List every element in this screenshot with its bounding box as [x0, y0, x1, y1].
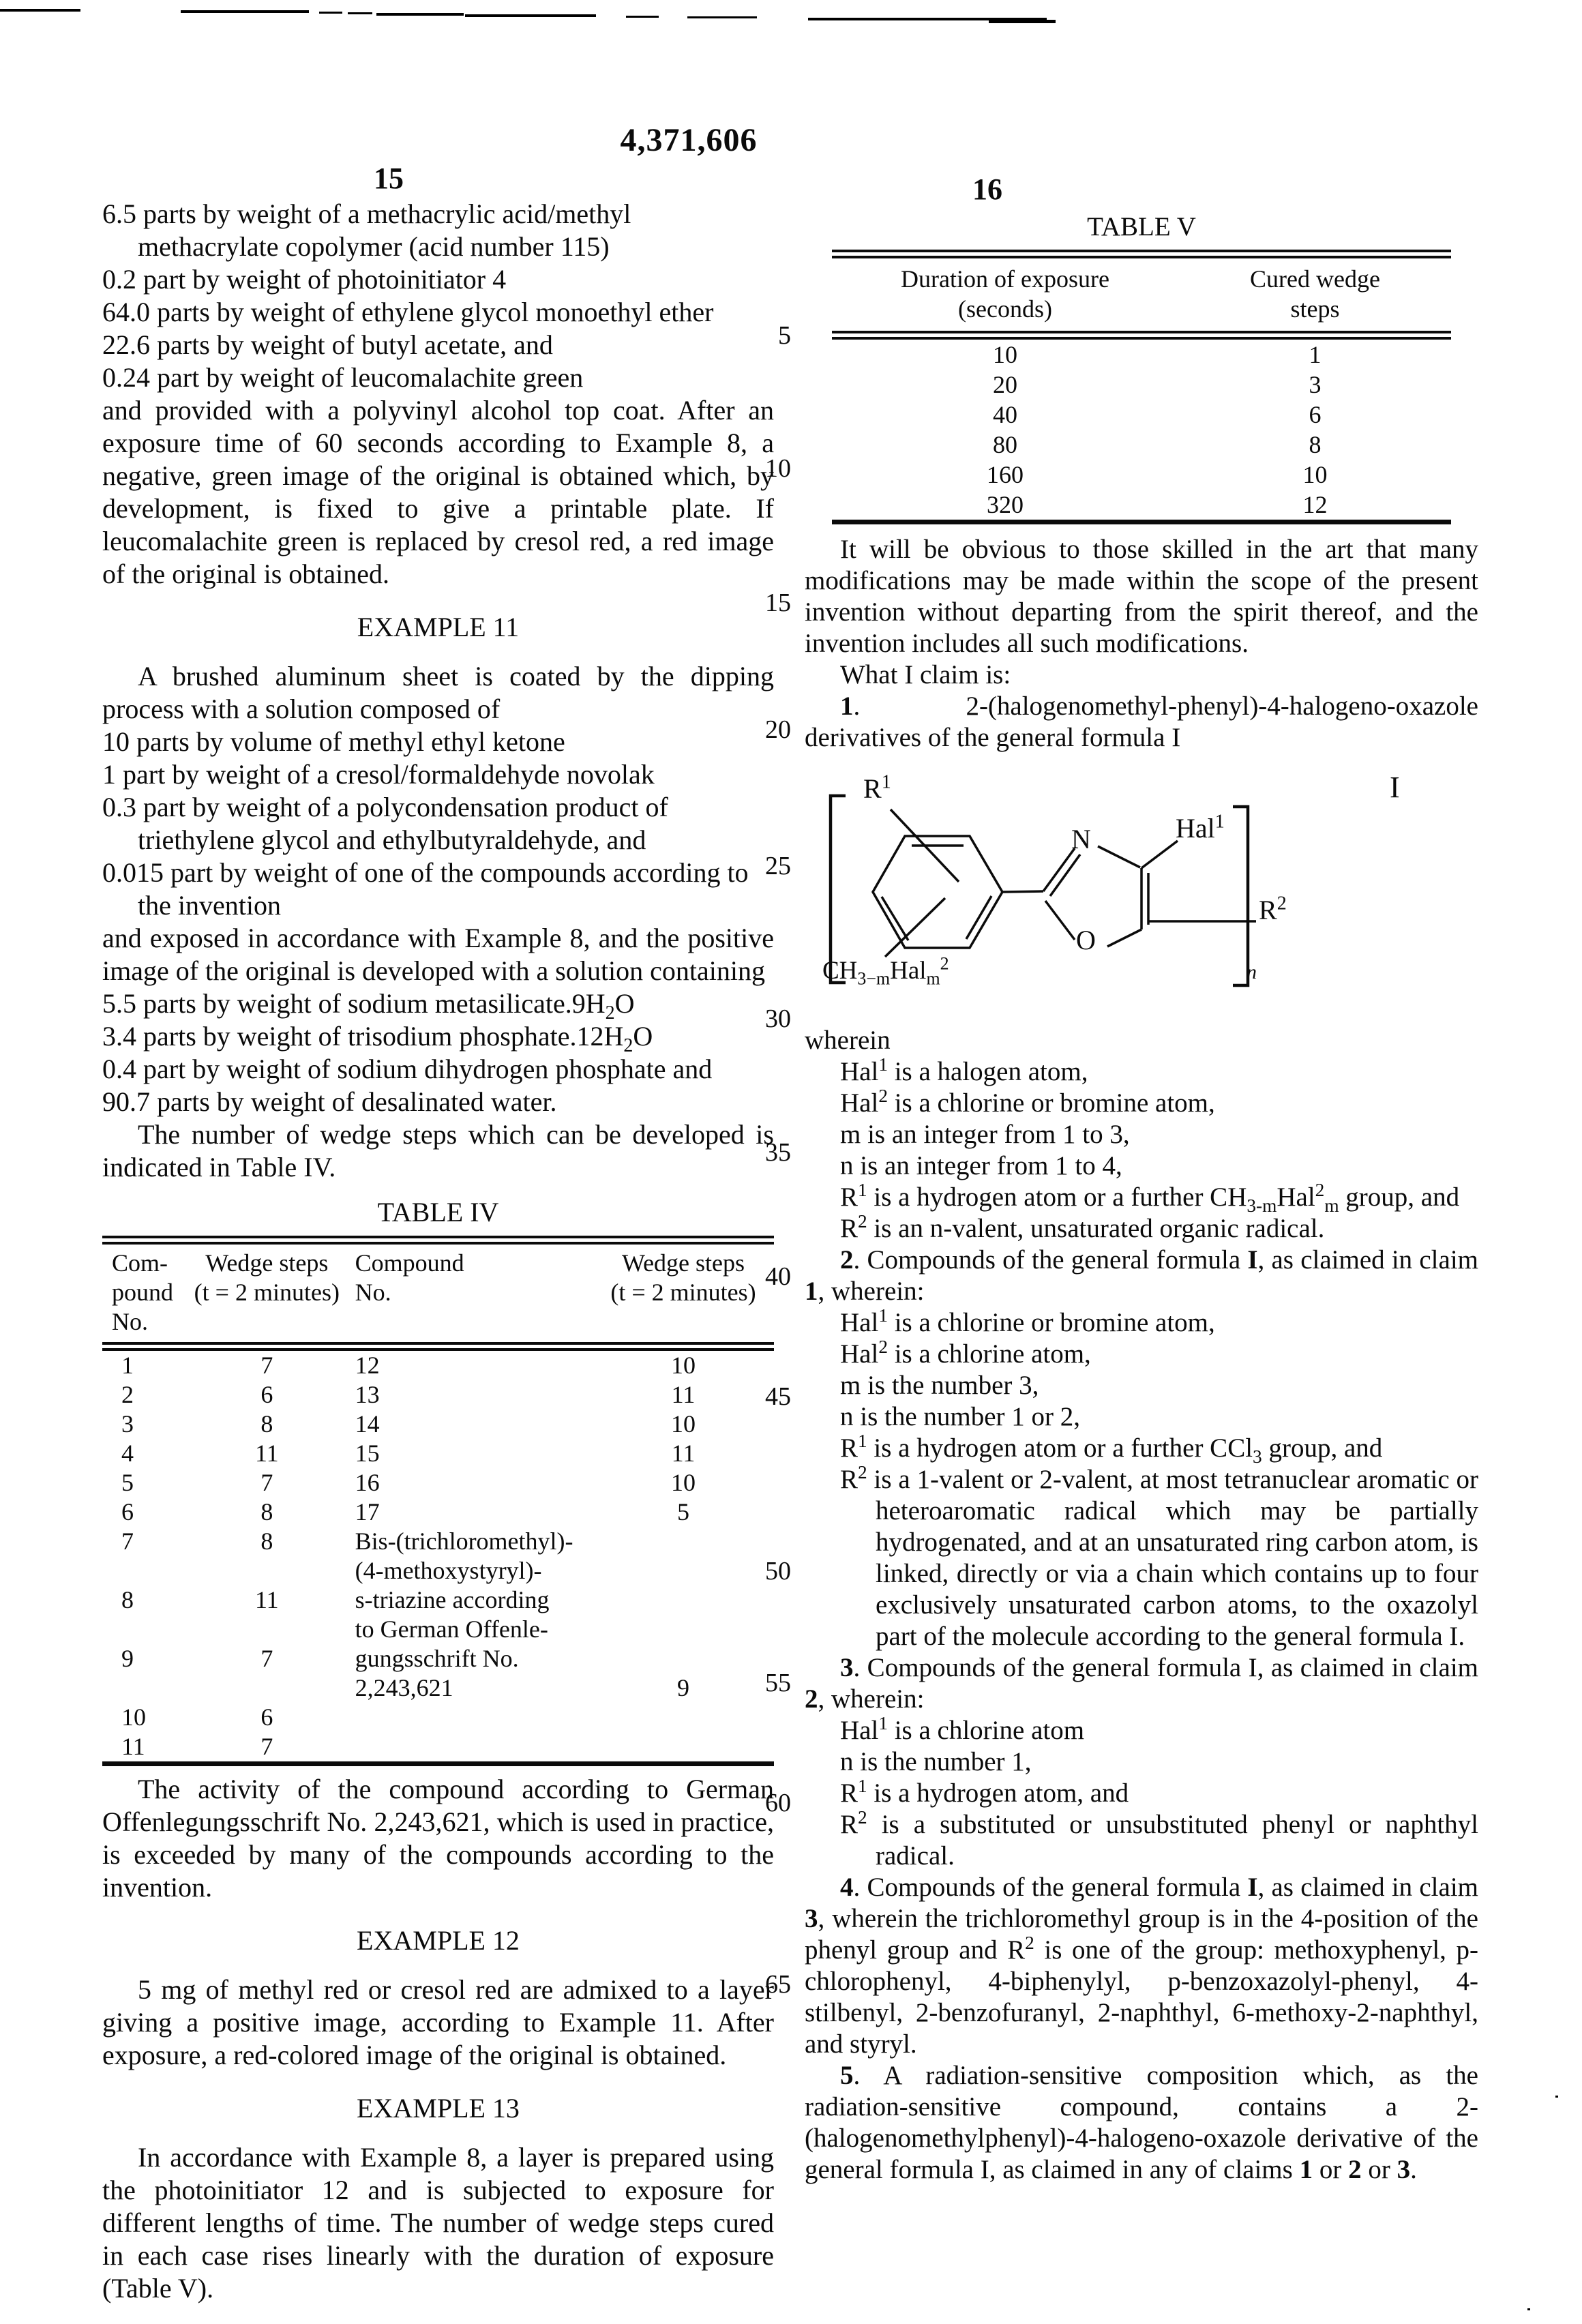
table-4-header-wedge-steps: Wedge steps (t = 2 minutes)	[190, 1240, 344, 1347]
claim-definition: m is the number 3,	[840, 1371, 1039, 1400]
table-row: 7 8 Bis-(trichloromethyl)-	[121, 1528, 573, 1555]
table-row: 1 7 12 10	[121, 1352, 696, 1379]
table-row: 5 7 16 10	[121, 1469, 696, 1496]
claim-definition: $R^1$ is a hydrogen atom, and	[840, 1776, 1129, 1808]
example-12-heading: EXAMPLE 12	[357, 1925, 520, 1956]
scan-artifact	[376, 13, 464, 16]
halogen1-label: Hal$^1$	[1176, 811, 1225, 844]
benzene-ring	[873, 836, 1002, 948]
ingredient-item: 0.3 part by weight of a polycondensation product of triethylene glycol and ethylbutyraldehyde, and	[102, 792, 668, 855]
claim-3: 3. Compounds of the general formula I, as claimed in claim 2, wherein:	[805, 1653, 1478, 1714]
scan-artifact	[1527, 2308, 1530, 2310]
claim-1: 1. 2-(halogenomethyl-phenyl)-4-halogeno-oxazole derivatives of the general formula I	[805, 691, 1478, 752]
body-paragraph: A brushed aluminum sheet is coated by the dipping process with a solution composed of	[102, 661, 774, 724]
table-row: 4 11 15 11	[121, 1440, 696, 1467]
table-row: 6 8 17 5	[121, 1498, 690, 1525]
substituent-r1-label: $R^1$	[863, 771, 891, 804]
scan-artifact	[989, 20, 1056, 23]
table-row: 10 6	[121, 1703, 273, 1731]
scan-artifact	[465, 14, 596, 17]
table-4	[102, 1236, 774, 1766]
claim-definition: n is an integer from 1 to 4,	[840, 1151, 1122, 1180]
claim-2: 2. Compounds of the general formula I, as claimed in claim 1, wherein:	[805, 1245, 1479, 1306]
scan-artifact	[348, 12, 372, 14]
scan-artifact	[0, 9, 80, 12]
line-number: 35	[765, 1138, 791, 1167]
body-paragraph: 5 mg of methyl red or cresol red are admixed to a layer giving a positive image, according to Example 11. After exposure, a red-colored image of the original is obtained.	[102, 1974, 774, 2070]
nitrogen-atom-label: N	[1071, 824, 1091, 854]
table-row: 11 7	[121, 1733, 273, 1760]
table-5	[832, 250, 1452, 524]
claim-definition: $R^2$ is a 1-valent or 2-valent, at most tetranuclear aromatic or heteroaromatic radical which may be partially hydrogenated, and at an unsaturated ring carbon atom, is linked, directly or via a chain which contains up to four exclusively unsaturated carbon atoms, to the oxazolyl part of the molecule according to the general formula I.	[840, 1462, 1478, 1651]
table-4-title: TABLE IV	[377, 1197, 499, 1227]
hal1-bond	[1141, 841, 1178, 868]
table-row: 80 8	[993, 431, 1322, 458]
ingredient-item: 0.2 part by weight of photoinitiator 4	[102, 264, 507, 295]
bracket-right-icon	[1233, 807, 1248, 985]
ingredient-item: 0.24 part by weight of leucomalachite green	[102, 362, 584, 393]
line-number: 5	[778, 321, 791, 350]
claim-definition: Hal$^2$ is a chlorine atom,	[840, 1337, 1091, 1369]
ingredient-item: 1 part by weight of a cresol/formaldehyde novolak	[102, 759, 655, 790]
oxygen-atom-label: O	[1076, 925, 1096, 955]
left-column	[102, 198, 774, 2305]
right-column	[805, 199, 1478, 2186]
scan-artifact	[319, 12, 342, 14]
claim-definition: n is the number 1,	[840, 1747, 1032, 1776]
table-5-header-duration: Duration of exposure (seconds)	[832, 254, 1179, 336]
body-paragraph: and exposed in accordance with Example 8, and the positive image of the original is developed with a solution containing	[102, 923, 774, 986]
claim-intro: What I claim is:	[840, 660, 1011, 689]
line-number: 30	[765, 1004, 791, 1033]
example-13-heading: EXAMPLE 13	[357, 2093, 520, 2124]
n-subscript-label: n	[1247, 961, 1257, 983]
table-row: 8 11 s-triazine according	[121, 1586, 550, 1613]
ingredient-item: 5.5 parts by weight of sodium $metasilicate.9H_2O$	[102, 988, 635, 1024]
table-4-header-compound-no-2: Compound No.	[344, 1240, 593, 1347]
claim-definition: Hal$^2$ is a chlorine or bromine atom,	[840, 1086, 1215, 1118]
column-number-right: 16	[972, 173, 1002, 206]
body-paragraph: In accordance with Example 8, a layer is prepared using the photoinitiator 12 and is subjected to exposure for different lengths of time. The number of wedge steps cured in each case rises linearly with the duration of exposure (Table V).	[102, 2142, 774, 2304]
substituent-r2-label: $R^2$	[1259, 893, 1287, 925]
table-4-header-row	[102, 1240, 774, 1347]
body-paragraph: and provided with a polyvinyl alcohol top coat. After an exposure time of 60 seconds according to Example 8, a negative, green image of the original is obtained which, by development, is fixed to give a printable plate. If leucomalachite green is replaced by cresol red, a red image of the original is obtained.	[102, 395, 774, 589]
line-number: 50	[765, 1557, 791, 1585]
scan-artifact	[181, 10, 309, 13]
oxazole-ring	[1002, 846, 1148, 947]
table-4-header-compound-no: Com- pound No.	[102, 1240, 190, 1347]
table-4-header-wedge-steps-2: Wedge steps (t = 2 minutes)	[593, 1240, 774, 1347]
ingredient-item: 0.4 part by weight of sodium dihydrogen phosphate and	[102, 1054, 713, 1084]
formula-number-label: I	[1390, 771, 1400, 804]
ch-group-label: $CH_{3-m}Hal_m^2$	[822, 953, 949, 989]
column-number-left: 15	[374, 162, 404, 195]
example-11-heading: EXAMPLE 11	[357, 612, 520, 642]
line-number: 20	[765, 715, 791, 744]
table-row: 9 7 gungsschrift No.	[121, 1645, 519, 1672]
ingredient-item: 6.5 parts by weight of a methacrylic acid/methyl methacrylate copolymer (acid number 115)	[102, 198, 631, 262]
bracket-left-icon	[831, 796, 846, 983]
scan-artifact	[626, 16, 659, 18]
table-row: 20 3	[993, 371, 1322, 398]
claim-definition: Hal$^1$ is a chlorine or bromine atom,	[840, 1305, 1215, 1337]
claim-5: 5. A radiation-sensitive composition which, as the radiation-sensitive compound, contains a 2-(halogenomethylphenyl)-4-halogeno-oxazole derivative of the general formula I, as claimed in any of claims 1 or 2 or 3.	[805, 2061, 1478, 2184]
body-paragraph: The activity of the compound according to German Offenlegungsschrift No. 2,243,621, which is used in practice, is exceeded by many of the compounds according to the invention.	[102, 1774, 774, 1903]
line-number: 40	[765, 1262, 791, 1291]
table-row: 10 1	[993, 341, 1322, 368]
claim-definition: Hal$^1$ is a chlorine atom	[840, 1713, 1085, 1745]
claim-definition: $R^2$ is an n-valent, unsaturated organic radical.	[840, 1211, 1325, 1243]
table-row: (4-methoxystyryl)-	[355, 1557, 542, 1584]
line-number: 55	[765, 1669, 791, 1697]
claim-definition: m is an integer from 1 to 3,	[840, 1120, 1130, 1149]
line-number: 45	[765, 1382, 791, 1411]
ingredient-item: 0.015 part by weight of one of the compounds according to the invention	[102, 857, 749, 921]
table-row: 160 10	[987, 461, 1328, 488]
body-paragraph: It will be obvious to those skilled in the art that many modifications may be made within the scope of the present invention without departing from the spirit thereof, and the invention includes all such modifications.	[805, 535, 1478, 658]
line-number: 65	[765, 1970, 791, 1999]
ingredient-item: 90.7 parts by weight of desalinated water.	[102, 1086, 557, 1117]
ingredient-item: 22.6 parts by weight of butyl acetate, and	[102, 329, 553, 360]
table-5-header-cured-steps: Cured wedge steps	[1179, 254, 1452, 336]
table-row: 2 6 13 11	[121, 1381, 696, 1408]
ingredient-item: 10 parts by volume of methyl ethyl ketone	[102, 726, 565, 757]
ingredient-item: 3.4 parts by weight of trisodium $phosphate.12H_2O$	[102, 1021, 653, 1056]
table-row: to German Offenle-	[355, 1615, 548, 1643]
table-row: 3 8 14 10	[121, 1410, 696, 1437]
scan-artifact	[687, 16, 757, 18]
line-number: 15	[765, 589, 791, 617]
line-number: 10	[765, 454, 791, 483]
scan-artifact	[1555, 2096, 1558, 2098]
table-row: 40 6	[993, 401, 1322, 428]
claim-definition: Hal$^1$ is a halogen atom,	[840, 1054, 1088, 1086]
wherein-label: wherein	[805, 1026, 891, 1055]
ingredient-item: 64.0 parts by weight of ethylene glycol monoethyl ether	[102, 297, 714, 327]
table-row: 2,243,621 9	[355, 1674, 690, 1701]
chemical-structure-formula-I	[805, 766, 1478, 1019]
table-5-header-row	[832, 254, 1452, 336]
patent-number: 4,371,606	[620, 122, 758, 158]
claim-4: 4. Compounds of the general formula I, as claimed in claim 3, wherein the trichloromethyl group is in the 4-position of the phenyl group and $R^2$ is one of the group: methoxyphenyl, p-chlorophenyl, 4-biphenylyl, p-benzoxazolyl-phenyl, 4-stilbenyl, 2-benzofuranyl, 2-naphthyl, 6-methoxy-2-naphthyl, and styryl.	[805, 1873, 1479, 2059]
line-number: 25	[765, 852, 791, 880]
claim-definition: $R^2$ is a substituted or unsubstituted phenyl or naphthyl radical.	[840, 1807, 1478, 1871]
claim-definition: n is the number 1 or 2,	[840, 1402, 1081, 1431]
table-5-title: TABLE V	[1087, 212, 1196, 241]
table-row: 320 12	[987, 491, 1328, 518]
body-paragraph: The number of wedge steps which can be developed is indicated in Table IV.	[102, 1119, 774, 1182]
claim-definition: $R^1$ is a hydrogen atom or a further CCl$_3$ group, and	[840, 1431, 1383, 1467]
claim-definition: $R^1$ is a hydrogen atom or a further $CH_{3-m}Hal^2_m$ group, and	[840, 1180, 1460, 1216]
line-number: 60	[765, 1789, 791, 1817]
